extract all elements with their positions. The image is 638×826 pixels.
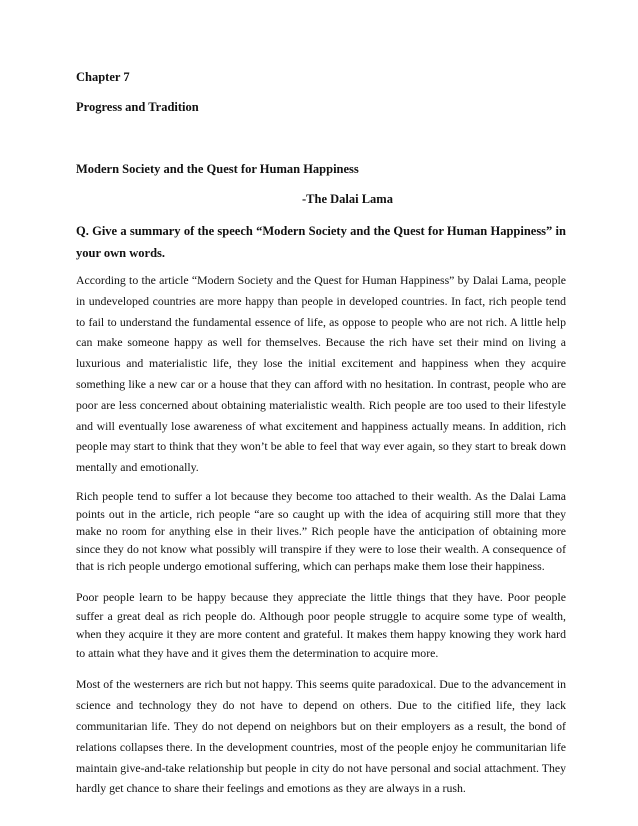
- document-page: [76, 68, 566, 809]
- chapter-label: Chapter 7: [76, 70, 130, 84]
- paragraph-poor-happiness: Poor people learn to be happy because they appreciate the little things that they have. Poor people suffer a great deal as rich people do. Although poor people struggle to acquire some type of wealth, when they acquire it they are more content and grateful. It makes them happy knowing they work hard to attain what they have and it gives them the determination to acquire more.: [76, 589, 566, 660]
- paragraph-rich-suffering: Rich people tend to suffer a lot because they become too attached to their wealth. As the Dalai Lama points out in the article, rich people “are so caught up with the idea of acquiring still more that they make no room for anything else in their lives.” Rich people have the anticipation of obtaining more since they do not know what possibly will transpire if they were to lose their wealth. A consequence of that is rich people undergo emotional suffering, which can perhaps make them lose their happiness.: [76, 488, 566, 574]
- question-heading: Q. Give a summary of the speech “Modern Society and the Quest for Human Happiness” in your own words.: [76, 224, 566, 260]
- paragraph-summary: According to the article “Modern Society and the Quest for Human Happiness” by Dalai Lama, people in undeveloped countries are more happy than people in developed countries. In fact, rich people tend to fail to understand the fundamental essence of life, as oppose to people who are not rich. A little help can make someone happy as well for themselves. Because the rich have set their mind on living a luxurious and materialistic life, they lose the initial excitement and happiness when they acquire something like a new car or a house that they can afford with no hesitation. In contrast, people who are poor are less concerned about obtaining materialistic wealth. Rich people are too used to their lifestyle and will eventually lose awareness of what excitement and happiness actually means. In addition, rich people may start to think that they won’t be able to feel that way ever again, so they start to break down mentally and emotionally.: [76, 273, 566, 475]
- chapter-subtitle: Progress and Tradition: [76, 100, 199, 114]
- paragraph-westerners: Most of the westerners are rich but not happy. This seems quite paradoxical. Due to the advancement in science and technology they do not have to depend on others. Due to the citified life, they lack communitarian life. They do not depend on neighbors but on their employers as a result, the bond of relations collapses there. In the development countries, most of the people enjoy he communitarian life maintain give-and-take relationship but people in city do not have personal and social attachment. They hardly get chance to share their feelings and emotions as they are always in a rush.: [76, 677, 566, 796]
- article-title: Modern Society and the Quest for Human Happiness: [76, 162, 359, 176]
- article-author: -The Dalai Lama: [302, 192, 393, 206]
